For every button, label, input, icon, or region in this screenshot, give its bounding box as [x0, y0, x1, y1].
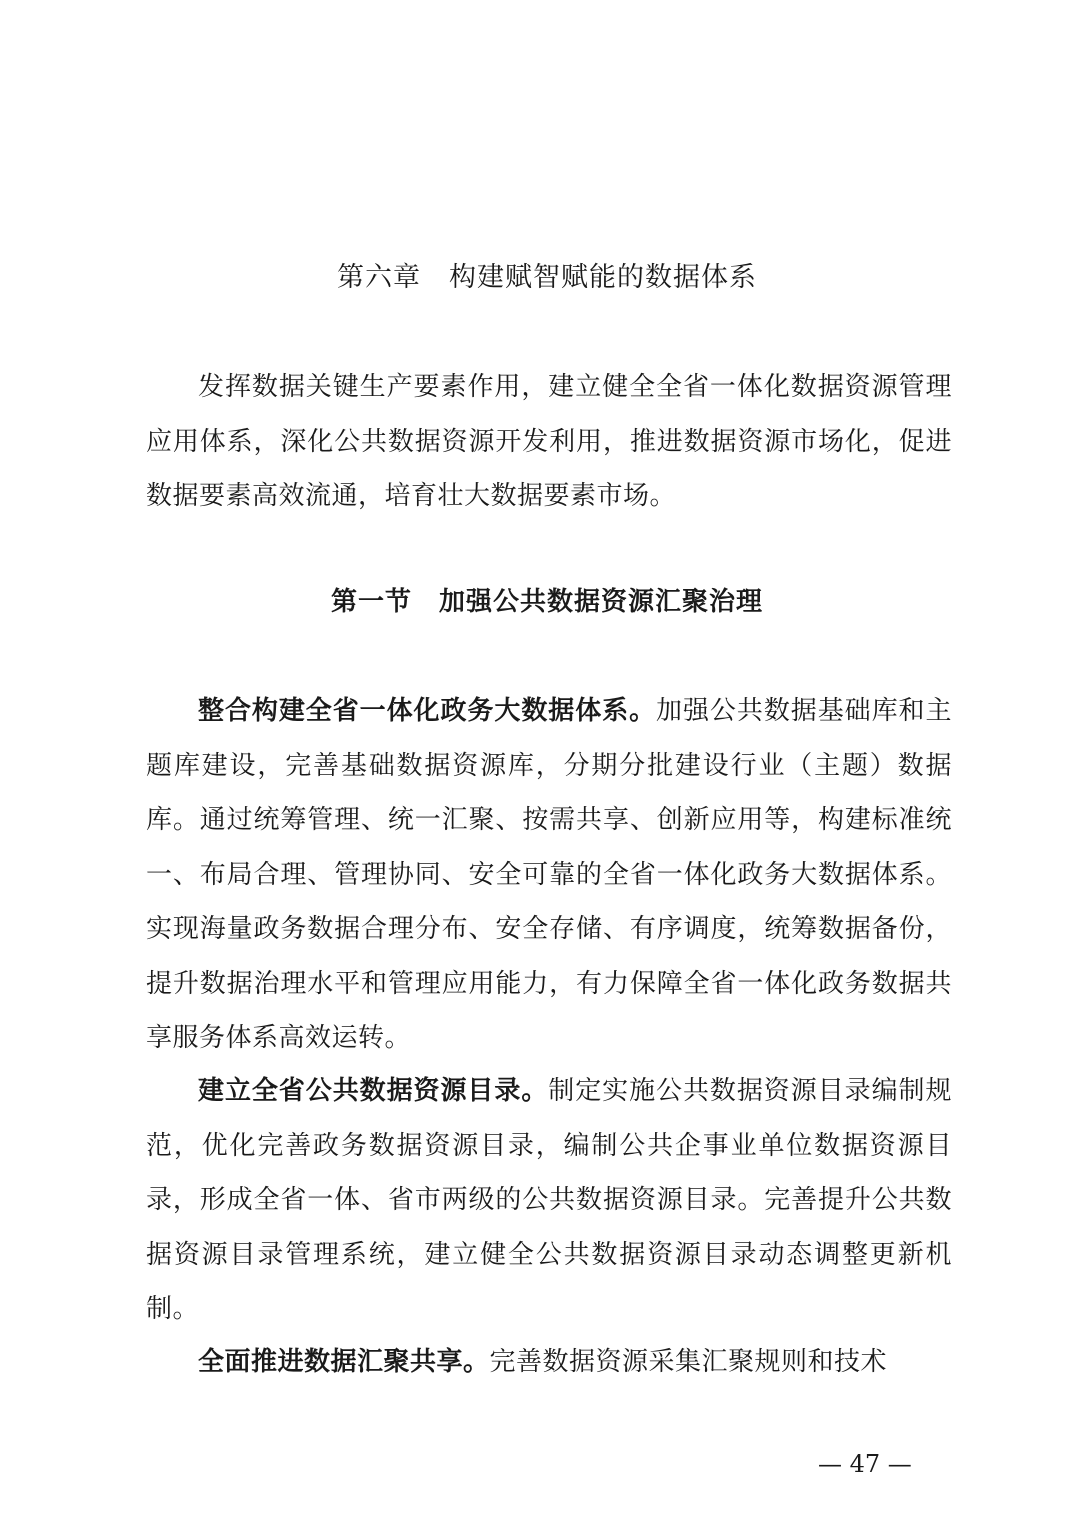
paragraph-body: 完善数据资源采集汇聚规则和技术	[489, 1347, 888, 1377]
paragraph-lead: 整合构建全省一体化政务大数据体系。	[198, 696, 657, 726]
paragraph-data-system	[146, 684, 952, 1066]
section-title: 第一节 加强公共数据资源汇聚治理	[330, 587, 763, 617]
chapter-title: 第六章 构建赋智赋能的数据体系	[337, 262, 757, 293]
paragraph-body: 加强公共数据基础库和主题库建设，完善基础数据资源库，分期分批建设行业（主题）数据库。通过统筹管理、统一汇聚、按需共享、创新应用等，构建标准统一、布局合理、管理协同、安全可靠的全省一体化政务大数据体系。实现海量政务数据合理分布、安全存储、有序调度，统筹数据备份，提升数据治理水平和管理应用能力，有力保障全省一体化政务数据共享服务体系高效运转。	[146, 696, 952, 1053]
paragraph-lead: 全面推进数据汇聚共享。	[198, 1347, 490, 1377]
paragraph-data-sharing	[146, 1335, 952, 1391]
paragraph-lead: 建立全省公共数据资源目录。	[198, 1076, 549, 1106]
page-number: — 47 —	[818, 1450, 912, 1478]
paragraph-resource-catalog	[146, 1064, 952, 1337]
paragraph-body: 制定实施公共数据资源目录编制规范，优化完善政务数据资源目录，编制公共企事业单位数据资源目录，形成全省一体、省市两级的公共数据资源目录。完善提升公共数据资源目录管理系统，建立健全公共数据资源目录动态调整更新机制。	[146, 1076, 952, 1324]
intro-paragraph: 发挥数据关键生产要素作用，建立健全全省一体化数据资源管理应用体系，深化公共数据资源开发利用，推进数据资源市场化，促进数据要素高效流通，培育壮大数据要素市场。	[146, 372, 952, 511]
